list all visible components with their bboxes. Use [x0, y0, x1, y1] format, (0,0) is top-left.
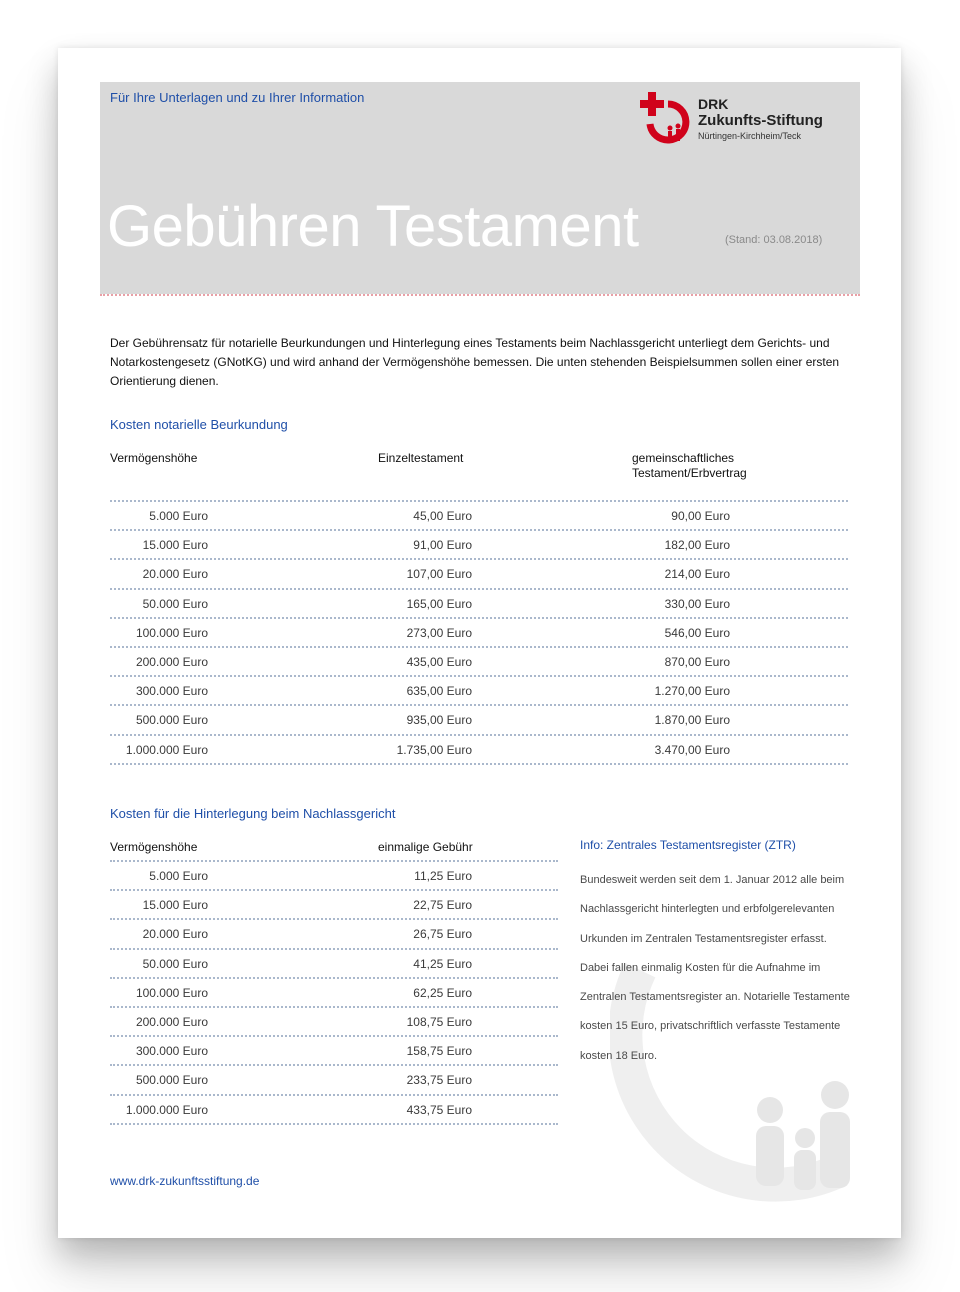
table-rule [110, 558, 848, 560]
cell-gemeinschaftlich: 330,00 Euro [664, 596, 730, 611]
cell-gemeinschaftlich: 182,00 Euro [664, 538, 730, 553]
section-title-hinterlegung: Kosten für die Hinterlegung beim Nachlassgericht [110, 806, 396, 821]
intro-paragraph: Der Gebührensatz für notarielle Beurkundungen und Hinterlegung eines Testaments beim Nachlassgericht unterliegt dem Gerichts- und Notarkostengesetz (GNotKG) und wird anhand der Vermögenshöhe bemessen. Die unten stehenden Beispielsummen sollen einer ersten Orientierung dienen. [110, 336, 840, 388]
stand-date: (Stand: 03.08.2018) [725, 234, 823, 246]
cell-einzel: 435,00 Euro [406, 655, 472, 669]
cell-gebuehr: 22,75 Euro [413, 898, 472, 913]
table-rule [110, 529, 848, 531]
cell-gebuehr: 233,75 Euro [406, 1073, 472, 1088]
cell-vermoegen: 500.000 Euro [135, 1073, 208, 1088]
table-rule [110, 1123, 558, 1125]
cell-einzel: 1.735,00 Euro [396, 742, 472, 757]
cell-gemeinschaftlich: 3.470,00 Euro [654, 742, 730, 757]
tagline: Für Ihre Unterlagen und zu Ihrer Information [110, 90, 365, 105]
cell-vermoegen: 300.000 Euro [135, 684, 208, 699]
table-rule [110, 977, 558, 979]
table-rule [110, 1094, 558, 1096]
cell-einzel: 165,00 Euro [406, 596, 472, 611]
cell-einzel: 91,00 Euro [413, 538, 472, 553]
table-rule [110, 617, 848, 619]
cell-vermoegen: 300.000 Euro [135, 1044, 208, 1059]
logo-line-city: Nürtingen-Kirchheim/Teck [698, 131, 802, 141]
cell-gemeinschaftlich: 1.870,00 Euro [654, 713, 730, 728]
cell-vermoegen: 200.000 Euro [135, 655, 208, 669]
cell-gemeinschaftlich: 214,00 Euro [664, 567, 730, 582]
table-rule [110, 763, 848, 765]
table-rule [110, 1064, 558, 1066]
red-cross-icon [638, 90, 694, 146]
col-head-einzel: Einzeltestament [378, 451, 464, 465]
table-rule [110, 500, 848, 502]
cell-gemeinschaftlich: 870,00 Euro [664, 655, 730, 669]
cell-einzel: 107,00 Euro [406, 567, 472, 582]
cell-gebuehr: 108,75 Euro [406, 1015, 472, 1029]
page-title: Gebühren Testament [107, 194, 639, 259]
logo-line-name: Zukunfts-Stiftung [698, 112, 823, 129]
cell-einzel: 45,00 Euro [413, 509, 472, 523]
cell-gebuehr: 11,25 Euro [414, 869, 472, 883]
col-head-gemeinschaftlich: gemeinschaftliches Testament/Erbvertrag [632, 451, 747, 480]
table-rule [110, 918, 558, 920]
info-title: Info: Zentrales Testamentsregister (ZTR) [580, 838, 796, 852]
cell-gemeinschaftlich: 90,00 Euro [671, 509, 730, 523]
cell-vermoegen: 200.000 Euro [135, 1015, 208, 1029]
table-rule [110, 646, 848, 648]
col-head-vermoegen: Vermögenshöhe [110, 451, 198, 465]
cell-gebuehr: 158,75 Euro [406, 1044, 472, 1059]
table-rule [110, 1006, 558, 1008]
footer-website-link[interactable]: www.drk-zukunftsstiftung.de [110, 1174, 260, 1188]
cell-einzel: 935,00 Euro [406, 713, 472, 728]
cell-gebuehr: 62,25 Euro [413, 985, 472, 1000]
table-rule [110, 588, 848, 590]
section-title-beurkundung: Kosten notarielle Beurkundung [110, 417, 288, 432]
table-rule [110, 860, 558, 862]
cell-vermoegen: 500.000 Euro [135, 713, 208, 728]
cell-vermoegen: 15.000 Euro [142, 898, 208, 913]
cell-einzel: 273,00 Euro [406, 625, 472, 640]
cell-gebuehr: 26,75 Euro [413, 927, 472, 942]
table-rule [110, 889, 558, 891]
cell-vermoegen: 50.000 Euro [142, 956, 208, 971]
info-text: Bundesweit werden seit dem 1. Januar 2012 alle beim Nachlassgericht hinterlegten und erbfolgerelevanten Urkunden im Zentralen Testamentsregister erfasst. Dabei fallen einmalig Kosten für die Aufnahme im Zentralen Testamentsregister an. Notarielle Testamente kosten 15 Euro, privatschriftlich verfasste Testamente kosten 18 Euro. [580, 874, 850, 1062]
drk-logo [638, 90, 858, 150]
cell-vermoegen: 5.000 Euro [149, 509, 208, 523]
table-rule [110, 948, 558, 950]
cell-gebuehr: 41,25 Euro [413, 956, 472, 971]
table-rule [110, 734, 848, 736]
cell-gebuehr: 433,75 Euro [406, 1102, 472, 1117]
cell-vermoegen: 100.000 Euro [135, 985, 208, 1000]
header-divider [100, 294, 860, 296]
cell-vermoegen: 20.000 Euro [142, 567, 208, 582]
cell-vermoegen: 1.000.000 Euro [125, 742, 208, 757]
cell-einzel: 635,00 Euro [406, 684, 472, 699]
col-head-vermoegen-2: Vermögenshöhe [110, 840, 198, 854]
cell-gemeinschaftlich: 546,00 Euro [664, 625, 730, 640]
col-head-gebuehr: einmalige Gebühr [378, 840, 473, 854]
logo-line-drk: DRK [698, 96, 729, 112]
table-rule [110, 1035, 558, 1037]
cell-vermoegen: 15.000 Euro [142, 538, 208, 553]
cell-vermoegen: 100.000 Euro [135, 625, 208, 640]
cell-vermoegen: 1.000.000 Euro [125, 1102, 208, 1117]
cell-vermoegen: 20.000 Euro [142, 927, 208, 942]
cell-vermoegen: 50.000 Euro [142, 596, 208, 611]
cell-gemeinschaftlich: 1.270,00 Euro [654, 684, 730, 699]
table-rule [110, 675, 848, 677]
table-rule [110, 704, 848, 706]
cell-vermoegen: 5.000 Euro [149, 869, 208, 883]
